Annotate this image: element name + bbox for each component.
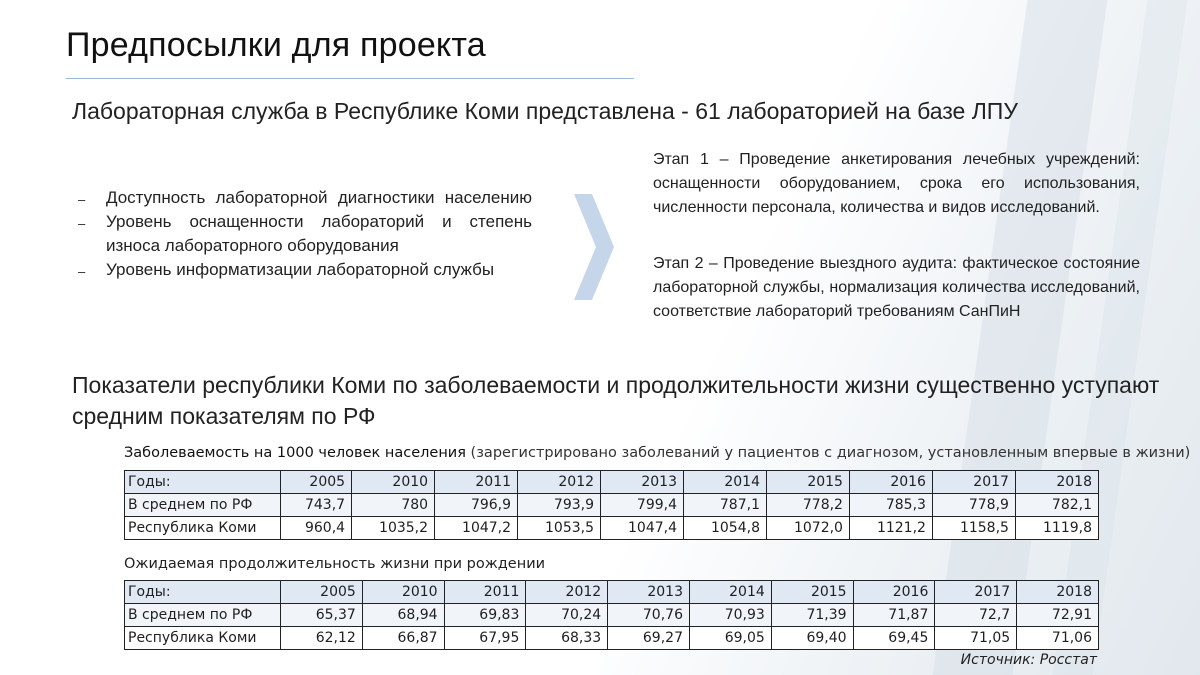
table-cell: 2013 xyxy=(601,471,684,494)
table-cell: 69,40 xyxy=(771,627,853,650)
table-cell: 2015 xyxy=(766,471,849,494)
table-cell: 2012 xyxy=(526,581,608,604)
table-cell: 782,1 xyxy=(1015,494,1098,517)
table-cell: 68,94 xyxy=(362,604,444,627)
table-cell: 1035,2 xyxy=(352,517,435,540)
table-cell: 778,2 xyxy=(766,494,849,517)
table-cell: 69,45 xyxy=(853,627,935,650)
table-cell: 2005 xyxy=(281,581,363,604)
table-cell: 2016 xyxy=(849,471,932,494)
table-cell: 72,7 xyxy=(935,604,1017,627)
table-cell: 69,27 xyxy=(608,627,690,650)
table-cell: 1054,8 xyxy=(684,517,767,540)
table-cell: В среднем по РФ xyxy=(125,604,281,627)
table-row xyxy=(125,494,1099,517)
table-cell: 793,9 xyxy=(518,494,601,517)
table-cell: 2017 xyxy=(935,581,1017,604)
bullet-item: – Доступность лабораторной диагностики населению xyxy=(78,186,532,210)
table-cell: 780 xyxy=(352,494,435,517)
table-row xyxy=(125,604,1099,627)
table-cell: 1158,5 xyxy=(932,517,1015,540)
table-cell: 65,37 xyxy=(281,604,363,627)
table-cell: 70,93 xyxy=(689,604,771,627)
table-cell: 787,1 xyxy=(684,494,767,517)
table-cell: 2014 xyxy=(684,471,767,494)
table-cell: Республика Коми xyxy=(125,517,281,540)
table-cell: 67,95 xyxy=(444,627,526,650)
table-cell: 2016 xyxy=(853,581,935,604)
table-cell: 1047,4 xyxy=(601,517,684,540)
table-cell: Годы: xyxy=(125,581,281,604)
table-cell: 2011 xyxy=(435,471,518,494)
bullet-list xyxy=(78,186,532,282)
table-header-row xyxy=(125,581,1099,604)
table-cell: 1053,5 xyxy=(518,517,601,540)
table-cell: 62,12 xyxy=(281,627,363,650)
table-cell: 2017 xyxy=(932,471,1015,494)
section-headline: Показатели республики Коми по заболеваемости и продолжительности жизни существенно уступают средним показателям по РФ xyxy=(72,372,1160,429)
table-cell: 960,4 xyxy=(281,517,352,540)
table-cell: 2010 xyxy=(352,471,435,494)
table-cell: 2013 xyxy=(608,581,690,604)
table-cell: 778,9 xyxy=(932,494,1015,517)
table-cell: 796,9 xyxy=(435,494,518,517)
table-cell: 2012 xyxy=(518,471,601,494)
table-cell: 1072,0 xyxy=(766,517,849,540)
table-cell: 69,83 xyxy=(444,604,526,627)
source-note: Источник: Росстат xyxy=(960,652,1097,668)
table-row xyxy=(125,627,1099,650)
table-header-row xyxy=(125,471,1099,494)
table-cell: 2014 xyxy=(689,581,771,604)
caption-lead: Заболеваемость на 1000 человек населения xyxy=(124,445,466,461)
table-cell: 66,87 xyxy=(362,627,444,650)
table-cell: 71,39 xyxy=(771,604,853,627)
table-cell: 1121,2 xyxy=(849,517,932,540)
table-cell: 2011 xyxy=(444,581,526,604)
page-title: Предпосылки для проекта xyxy=(66,26,486,64)
table-cell: 71,06 xyxy=(1017,627,1099,650)
stage-2-text: Этап 2 – Проведение выездного аудита: фактическое состояние лабораторной службы, нормализация количества исследований, соответствие лабораторий требованиям СанПиН xyxy=(653,255,1140,320)
title-divider xyxy=(66,78,634,79)
table-cell: 2018 xyxy=(1015,471,1098,494)
morbidity-table-caption xyxy=(124,445,1190,461)
morbidity-table xyxy=(124,470,1099,540)
bullet-item: – Уровень оснащенности лабораторий и степень износа лабораторного оборудования xyxy=(78,210,532,258)
table-cell: В среднем по РФ xyxy=(125,494,281,517)
table-cell: Годы: xyxy=(125,471,281,494)
table-cell: 68,33 xyxy=(526,627,608,650)
table-cell: 2005 xyxy=(281,471,352,494)
bullet-item: – Уровень информатизации лабораторной службы xyxy=(78,258,532,282)
table-row xyxy=(125,517,1099,540)
page-subtitle: Лабораторная служба в Республике Коми представлена - 61 лабораторией на базе ЛПУ xyxy=(72,98,1018,124)
table-cell: 70,24 xyxy=(526,604,608,627)
table-cell: 1047,2 xyxy=(435,517,518,540)
stage-1-text: Этап 1 – Проведение анкетирования лечебных учреждений: оснащенности оборудованием, срока его использования, численности персонала, количества и видов исследований. xyxy=(653,151,1140,216)
table-cell: 2018 xyxy=(1017,581,1099,604)
table-cell: 743,7 xyxy=(281,494,352,517)
chevron-right-icon xyxy=(570,192,616,302)
table-cell: 71,05 xyxy=(935,627,1017,650)
life-expectancy-table xyxy=(124,580,1099,650)
table-cell: 799,4 xyxy=(601,494,684,517)
table-cell: 785,3 xyxy=(849,494,932,517)
life-expectancy-table-caption: Ожидаемая продолжительность жизни при рождении xyxy=(124,556,546,572)
table-cell: 72,91 xyxy=(1017,604,1099,627)
table-cell: 71,87 xyxy=(853,604,935,627)
caption-rest: (зарегистрировано заболеваний у пациентов с диагнозом, установленным впервые в жизни) xyxy=(465,445,1191,461)
table-cell: 1119,8 xyxy=(1015,517,1098,540)
table-cell: 2010 xyxy=(362,581,444,604)
table-cell: Республика Коми xyxy=(125,627,281,650)
table-cell: 69,05 xyxy=(689,627,771,650)
table-cell: 70,76 xyxy=(608,604,690,627)
table-cell: 2015 xyxy=(771,581,853,604)
